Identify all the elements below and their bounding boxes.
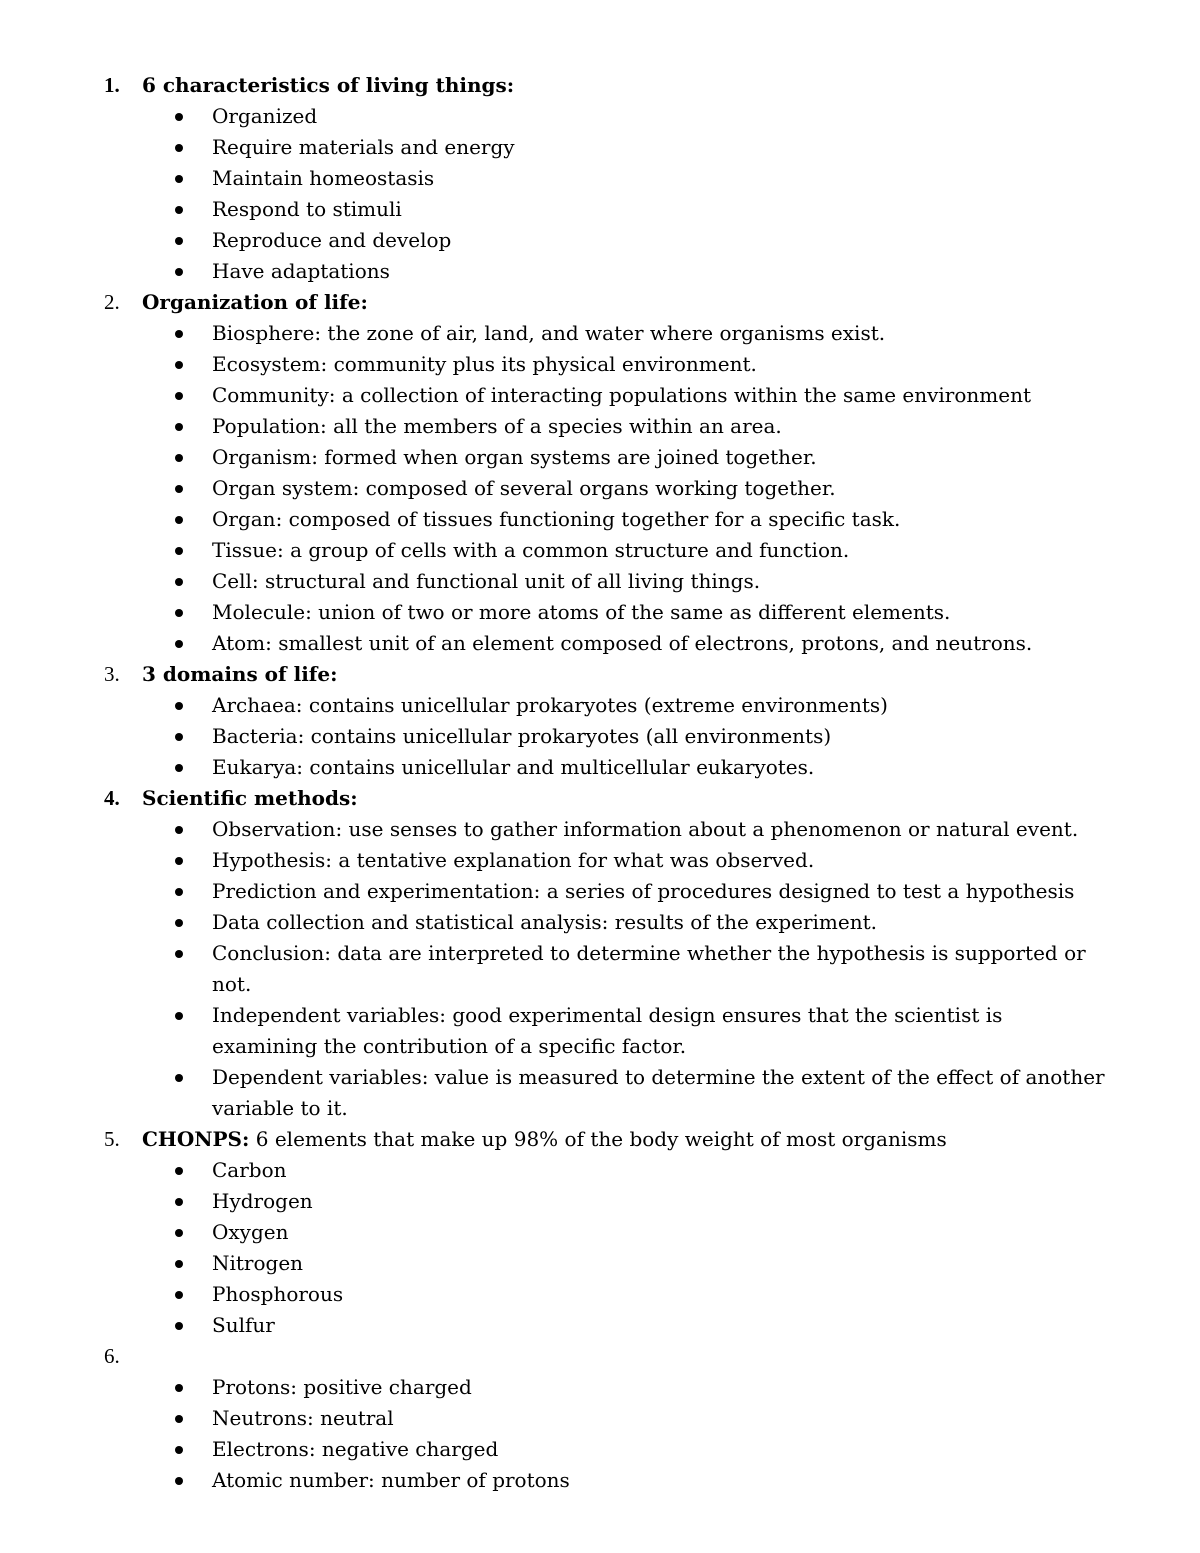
list-item: Respond to stimuli [0,194,1200,225]
list-item: Population: all the members of a species within an area. [0,411,1200,442]
bullet-icon [175,1198,183,1206]
bullet-icon [175,702,183,710]
section-title: Scientific methods: [142,786,358,810]
section-title-rest: 6 elements that make up 98% of the body weight of most organisms [249,1127,947,1151]
section-5 [0,1124,1200,1341]
list-item: Hydrogen [0,1186,1200,1217]
section-1 [0,70,1200,287]
bullet-icon [175,733,183,741]
section-heading [0,1341,1200,1372]
bullet-icon [175,516,183,524]
list-item: Ecosystem: community plus its physical environment. [0,349,1200,380]
list-item: Oxygen [0,1217,1200,1248]
list-item: Phosphorous [0,1279,1200,1310]
bullet-icon [175,392,183,400]
bullet-icon [175,1446,183,1454]
list-item: Organ: composed of tissues functioning together for a specific task. [0,504,1200,535]
bullet-icon [175,268,183,276]
bullet-icon [175,1291,183,1299]
list-item: Atom: smallest unit of an element composed of electrons, protons, and neutrons. [0,628,1200,659]
bullet-icon [175,888,183,896]
section-title: 3 domains of life: [142,662,338,686]
list-item: Hypothesis: a tentative explanation for what was observed. [0,845,1200,876]
list-item: Cell: structural and functional unit of all living things. [0,566,1200,597]
section-number: 4. [104,786,120,810]
list-item: Atomic number: number of protons [0,1465,1200,1496]
section-heading [0,659,1200,690]
bullet-icon [175,237,183,245]
bullet-icon [175,330,183,338]
list-item: Reproduce and develop [0,225,1200,256]
list-item: Organ system: composed of several organs working together. [0,473,1200,504]
section-heading [0,1124,1200,1155]
list-item: Sulfur [0,1310,1200,1341]
section-title: CHONPS: [142,1127,250,1151]
list-item: Biosphere: the zone of air, land, and water where organisms exist. [0,318,1200,349]
list-item: Have adaptations [0,256,1200,287]
bullet-icon [175,547,183,555]
list-item: Archaea: contains unicellular prokaryotes (extreme environments) [0,690,1200,721]
bullet-icon [175,826,183,834]
list-item: Require materials and energy [0,132,1200,163]
list-item: Nitrogen [0,1248,1200,1279]
section-4 [0,783,1200,1124]
section-heading [0,70,1200,101]
list-item: Prediction and experimentation: a series of procedures designed to test a hypothesis [0,876,1200,907]
list-item: Carbon [0,1155,1200,1186]
list-item: Protons: positive charged [0,1372,1200,1403]
bullet-icon [175,1167,183,1175]
list-item: Maintain homeostasis [0,163,1200,194]
list-item: Dependent variables: value is measured to determine the extent of the effect of another variable to it. [0,1062,1200,1124]
bullet-icon [175,144,183,152]
bullet-icon [175,1477,183,1485]
section-3 [0,659,1200,783]
bullet-icon [175,485,183,493]
list-item: Neutrons: neutral [0,1403,1200,1434]
bullet-icon [175,857,183,865]
bullet-icon [175,609,183,617]
section-heading [0,287,1200,318]
section-title: Organization of life: [142,290,368,314]
section-number: 2. [104,290,120,314]
section-title: 6 characteristics of living things: [142,73,515,97]
bullet-icon [175,1260,183,1268]
bullet-icon [175,175,183,183]
section-2 [0,287,1200,659]
list-item: Organized [0,101,1200,132]
list-item: Data collection and statistical analysis: results of the experiment. [0,907,1200,938]
bullet-icon [175,1415,183,1423]
bullet-icon [175,764,183,772]
bullet-icon [175,361,183,369]
bullet-icon [175,919,183,927]
bullet-icon [175,206,183,214]
section-number: 3. [104,662,120,686]
bullet-icon [175,1322,183,1330]
section-number: 1. [104,73,120,97]
list-item: Community: a collection of interacting populations within the same environment [0,380,1200,411]
bullet-icon [175,640,183,648]
list-item: Independent variables: good experimental design ensures that the scientist is examining the contribution of a specific factor. [0,1000,1200,1062]
list-item: Organism: formed when organ systems are joined together. [0,442,1200,473]
section-number: 6. [104,1344,120,1368]
list-item: Conclusion: data are interpreted to determine whether the hypothesis is supported or not. [0,938,1200,1000]
bullet-icon [175,1074,183,1082]
section-heading [0,783,1200,814]
list-item: Tissue: a group of cells with a common structure and function. [0,535,1200,566]
document-page [0,70,1200,1496]
bullet-icon [175,1229,183,1237]
bullet-icon [175,113,183,121]
bullet-icon [175,950,183,958]
bullet-icon [175,578,183,586]
bullet-icon [175,1012,183,1020]
bullet-icon [175,423,183,431]
list-item: Molecule: union of two or more atoms of the same as different elements. [0,597,1200,628]
list-item: Electrons: negative charged [0,1434,1200,1465]
list-item: Bacteria: contains unicellular prokaryotes (all environments) [0,721,1200,752]
bullet-icon [175,1384,183,1392]
section-6 [0,1341,1200,1496]
list-item: Observation: use senses to gather information about a phenomenon or natural event. [0,814,1200,845]
bullet-icon [175,454,183,462]
section-number: 5. [104,1127,120,1151]
list-item: Eukarya: contains unicellular and multicellular eukaryotes. [0,752,1200,783]
